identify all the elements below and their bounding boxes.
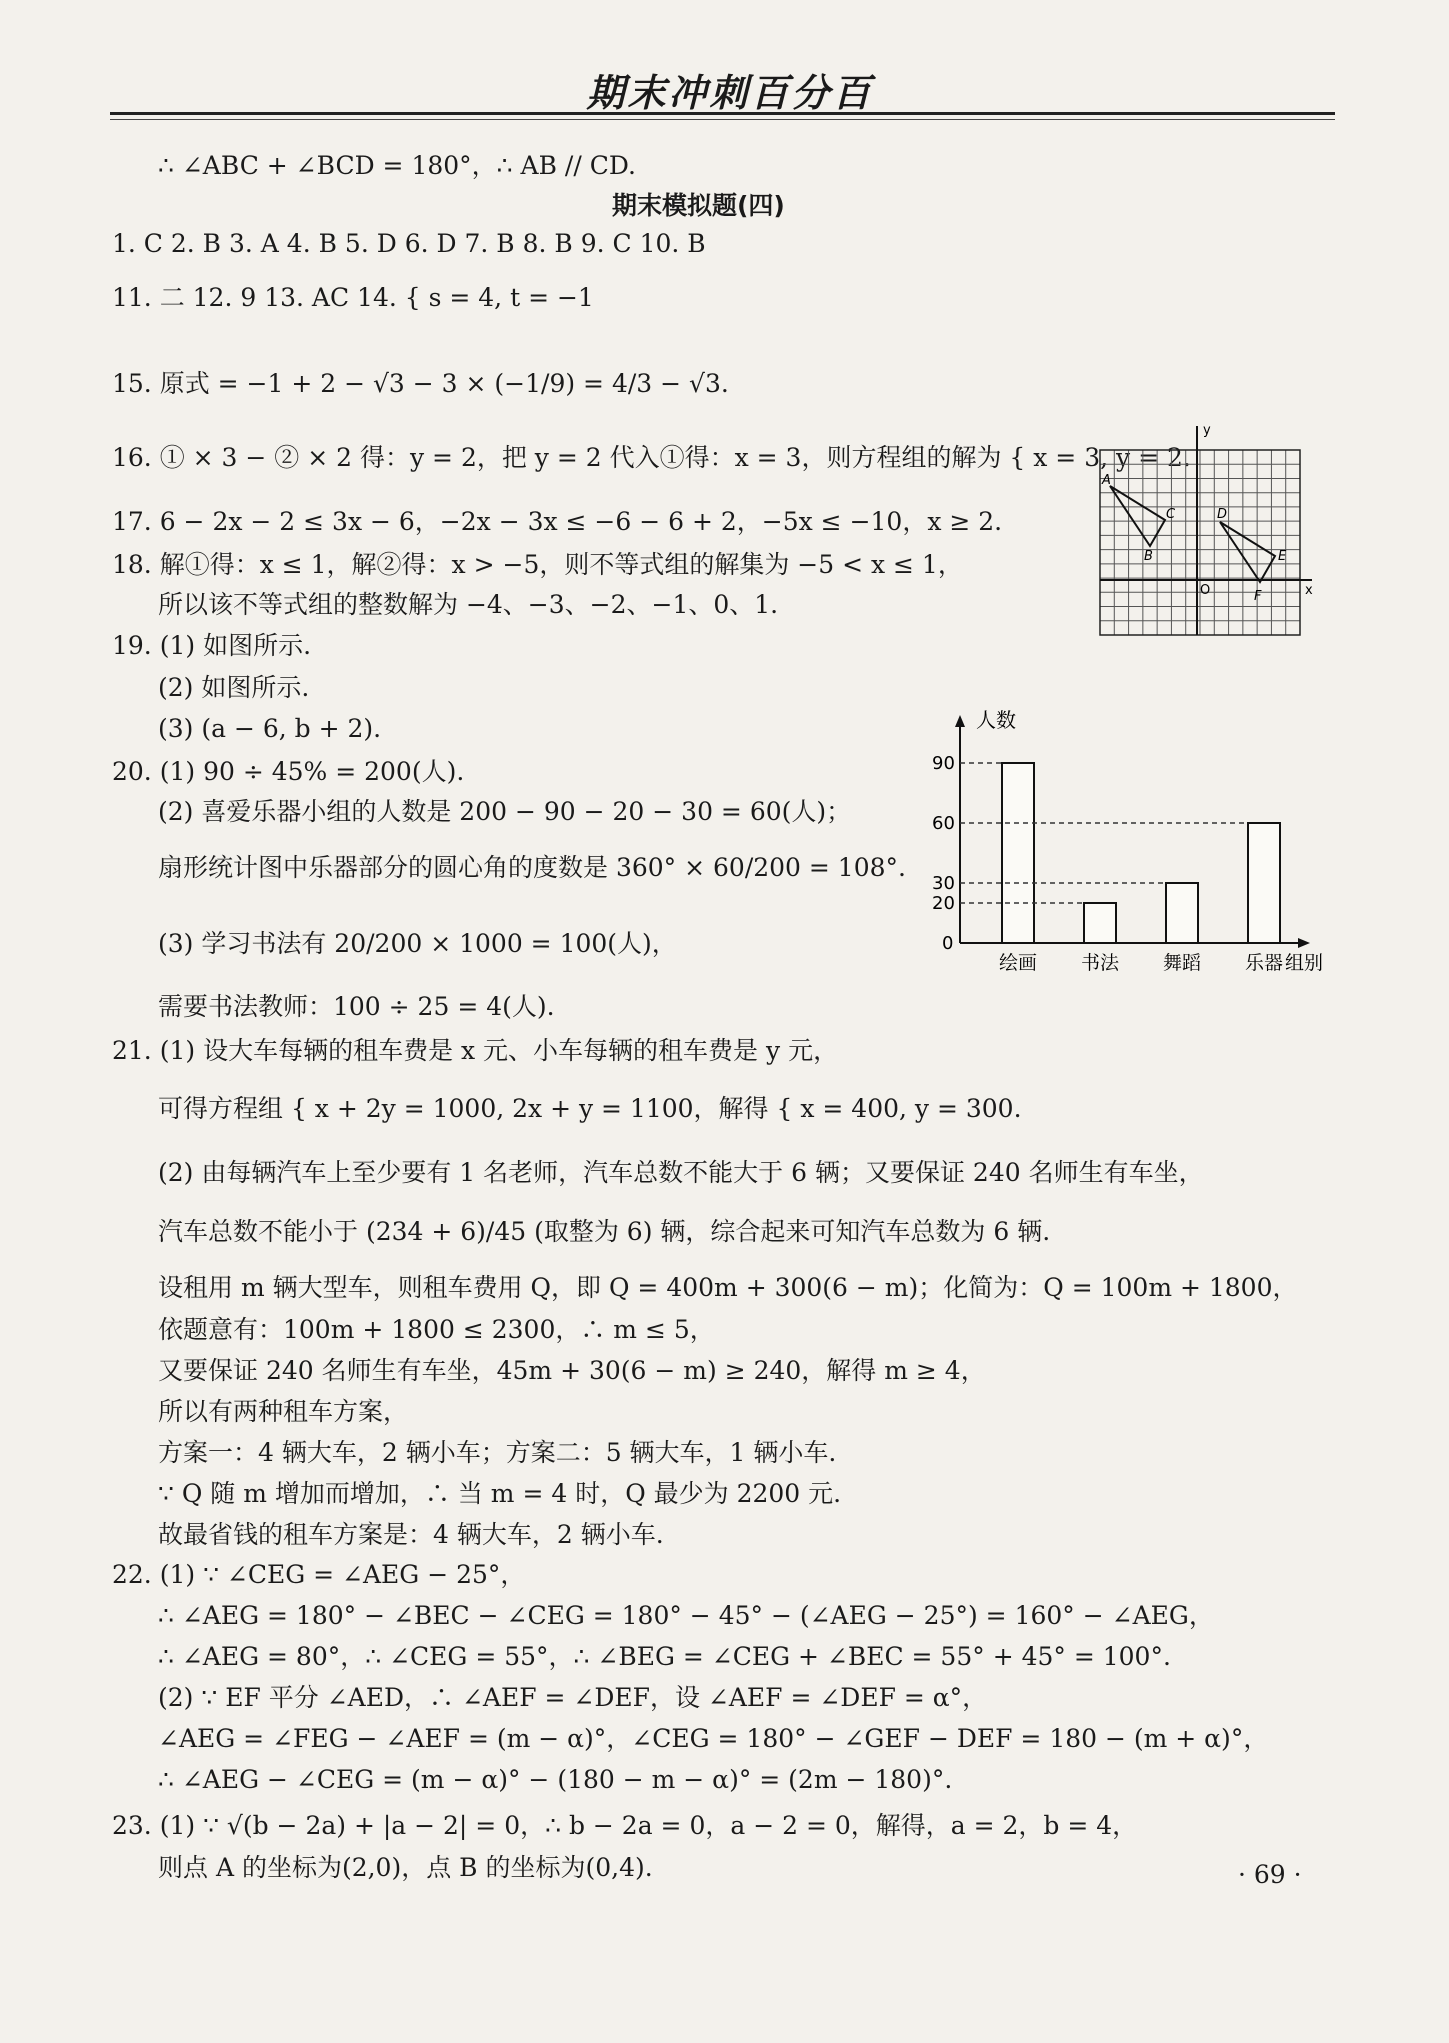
text-line: 方案一：4 辆大车，2 辆小车；方案二：5 辆大车，1 辆小车. [158,1438,837,1467]
bar-3 [1166,883,1198,943]
origin-label: O [1200,583,1211,598]
text-line: ∴ ∠AEG = 180° − ∠BEC − ∠CEG = 180° − 45° − (∠AEG − 25°) = 160° − ∠AEG， [158,1601,1214,1630]
point-e-label: E [1278,549,1287,564]
category-label: 舞蹈 [1162,952,1202,974]
text-line: 15. 原式 = −1 + 2 − √3 − 3 × (−1/9) = 4/3 − √3. [112,369,729,398]
y-tick-label: 90 [932,753,955,774]
text-line: 汽车总数不能小于 (234 + 6)/45 (取整为 6) 辆，综合起来可知汽车总数为 6 辆. [158,1217,1051,1246]
text-line: 需要书法教师：100 ÷ 25 = 4(人). [158,992,555,1021]
text-line: 1. C 2. B 3. A 4. B 5. D 6. D 7. B 8. B 9. C 10. B [112,229,706,258]
text-line: 21. (1) 设大车每辆的租车费是 x 元、小车每辆的租车费是 y 元， [112,1036,839,1065]
text-line: 20. (1) 90 ÷ 45% = 200(人). [112,757,465,786]
text-line: 11. 二 12. 9 13. AC 14. { s = 4, t = −1 [112,283,594,312]
point-d-label: D [1217,507,1228,522]
section-title: 期末模拟题(四) [612,191,785,220]
bar-4 [1248,823,1280,943]
header-rule-thin [110,119,1335,120]
text-line: 19. (1) 如图所示. [112,631,312,660]
text-line: ∴ ∠AEG − ∠CEG = (m − α)° − (180 − m − α)° = (2m − 180)°. [158,1765,953,1794]
bar-chart [932,705,1340,975]
point-b-label: B [1144,549,1153,564]
text-line: (2) ∵ EF 平分 ∠AED，∴ ∠AEF = ∠DEF，设 ∠AEF = ∠DEF = α°， [158,1683,988,1712]
coordinate-grid-figure [1090,420,1320,640]
text-line: 16. ① × 3 − ② × 2 得：y = 2，把 y = 2 代入①得：x = 3，则方程组的解为 { x = 3, y = 2. [112,443,1191,472]
category-label: 乐器 [1244,952,1284,974]
y-axis-label: y [1203,423,1211,438]
page-header-title: 期末冲刺百分百 [586,71,874,115]
text-line: 18. 解①得：x ≤ 1，解②得：x > −5，则不等式组的解集为 −5 < x ≤ 1， [112,550,963,579]
text-line: (3) 学习书法有 20/200 × 1000 = 100(人)， [158,929,677,958]
text-line: 所以有两种租车方案， [158,1397,409,1426]
y-tick-label: 0 [942,933,954,954]
text-line: ∠AEG = ∠FEG − ∠AEF = (m − α)°，∠CEG = 180° − ∠GEF − DEF = 180 − (m + α)°， [158,1724,1269,1753]
point-c-label: C [1166,507,1176,522]
text-line: (2) 由每辆汽车上至少要有 1 名老师，汽车总数不能大于 6 辆；又要保证 240 名师生有车坐， [158,1158,1204,1187]
text-line: (2) 喜爱乐器小组的人数是 200 − 90 − 20 − 30 = 60(人)； [158,797,852,826]
chart-x-label: 组别 [1285,952,1324,974]
chart-x-arrow [1298,938,1310,948]
y-tick-label: 20 [932,893,955,914]
y-tick-label: 30 [932,873,955,894]
text-line: (3) (a − 6, b + 2). [158,714,382,743]
text-line: 依题意有：100m + 1800 ≤ 2300，∴ m ≤ 5， [158,1315,715,1344]
bar-2 [1084,903,1116,943]
category-label: 绘画 [998,952,1038,974]
category-label: 书法 [1080,952,1120,974]
text-line: 扇形统计图中乐器部分的圆心角的度数是 360° × 60/200 = 108°. [158,853,906,882]
point-a-label: A [1102,473,1111,488]
text-line: ∵ Q 随 m 增加而增加，∴ 当 m = 4 时，Q 最少为 2200 元. [158,1479,842,1508]
text-line: 又要保证 240 名师生有车坐，45m + 30(6 − m) ≥ 240，解得 m ≥ 4， [158,1356,986,1385]
text-line: 23. (1) ∵ √(b − 2a) + |a − 2| = 0，∴ b − 2a = 0，a − 2 = 0，解得，a = 2，b = 4， [112,1811,1138,1840]
chart-y-arrow [955,715,965,727]
point-f-label: F [1254,589,1262,604]
text-line: 故最省钱的租车方案是：4 辆大车，2 辆小车. [158,1520,664,1549]
chart-y-label: 人数 [976,708,1016,732]
text-line: ∴ ∠AEG = 80°，∴ ∠CEG = 55°，∴ ∠BEG = ∠CEG + ∠BEC = 55° + 45° = 100°. [158,1642,1171,1671]
y-tick-label: 60 [932,813,955,834]
text-line: 则点 A 的坐标为(2,0)，点 B 的坐标为(0,4). [158,1853,653,1882]
text-line: ∴ ∠ABC + ∠BCD = 180°，∴ AB // CD. [158,151,636,180]
page-number: · 69 · [1238,1860,1302,1889]
text-line: (2) 如图所示. [158,673,310,702]
text-line: 22. (1) ∵ ∠CEG = ∠AEG − 25°， [112,1560,526,1589]
text-line: 17. 6 − 2x − 2 ≤ 3x − 6，−2x − 3x ≤ −6 − 6 + 2，−5x ≤ −10，x ≥ 2. [112,507,1003,536]
header-rule-thick [110,112,1335,115]
text-line: 所以该不等式组的整数解为 −4、−3、−2、−1、0、1. [158,590,779,619]
bar-1 [1002,763,1034,943]
x-axis-label: x [1305,583,1313,598]
text-line: 可得方程组 { x + 2y = 1000, 2x + y = 1100，解得 { x = 400, y = 300. [158,1094,1022,1123]
text-line: 设租用 m 辆大型车，则租车费用 Q，即 Q = 400m + 300(6 − m)；化简为：Q = 100m + 1800， [158,1273,1298,1302]
